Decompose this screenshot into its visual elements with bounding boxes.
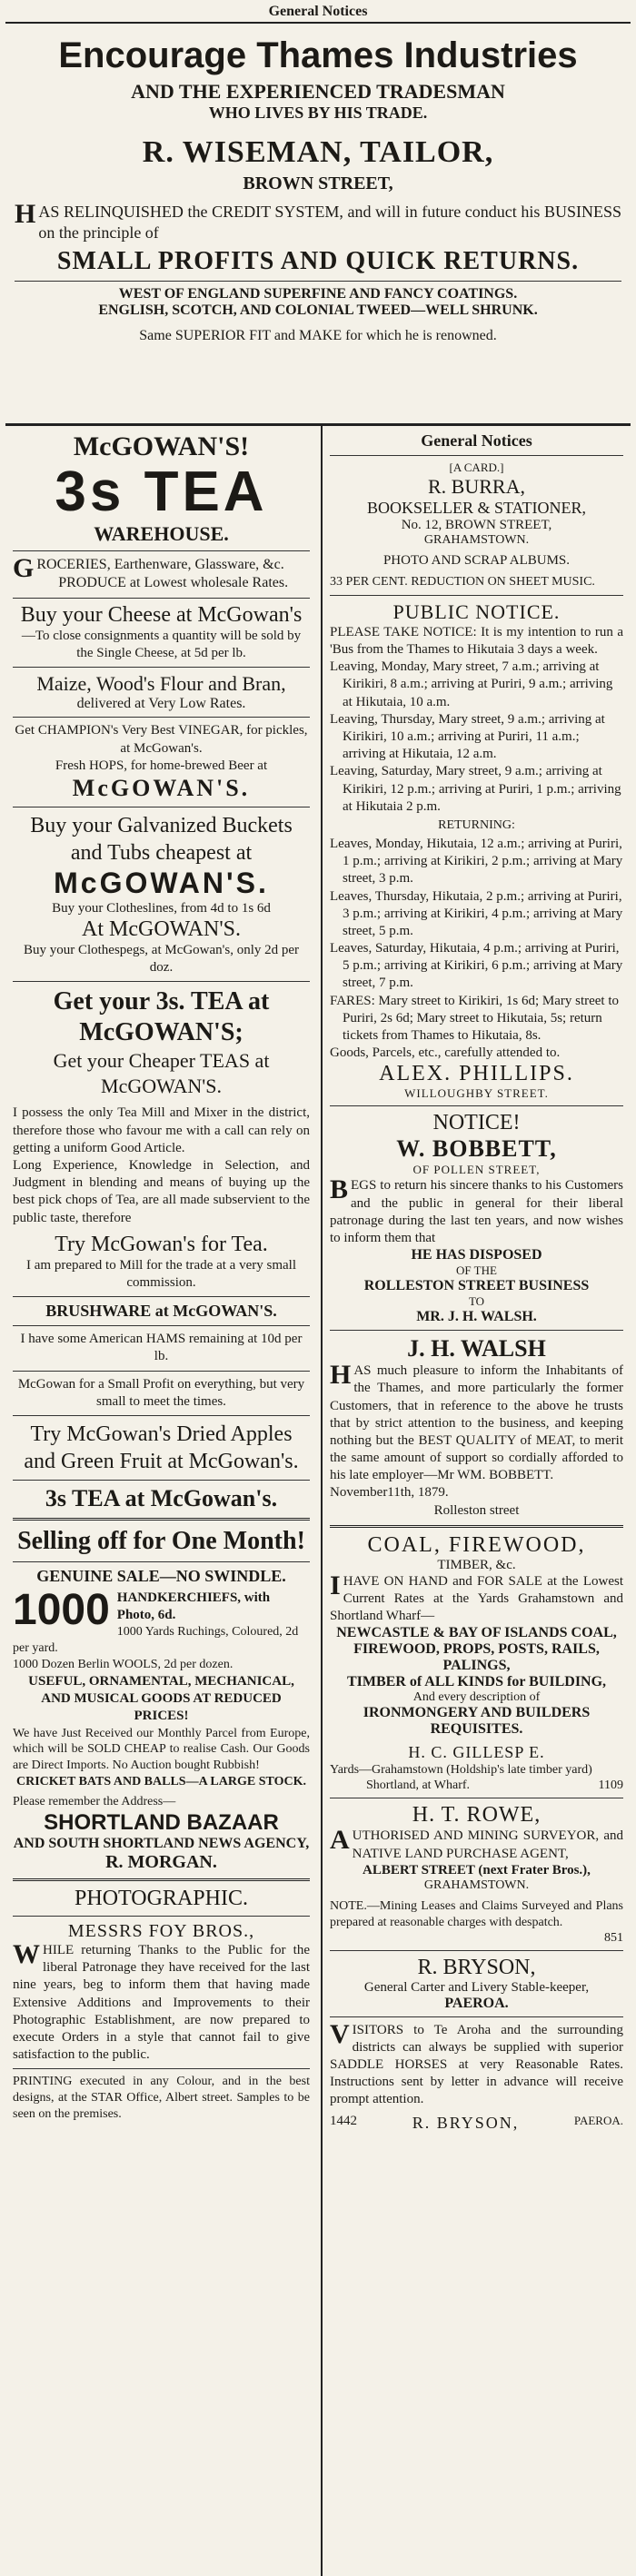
- gillespie-iron2: IRONMONGERY AND BUILDERS REQUISITES.: [363, 1705, 591, 1738]
- mcgowan-cheese-head: Buy your Cheese at McGowan's: [20, 602, 303, 627]
- mcgowan-brushware: BRUSHWARE at McGOWAN'S.: [45, 1302, 277, 1321]
- wiseman-sub2: WHO LIVES BY HIS TRADE.: [208, 104, 428, 122]
- mcgowan-buckets: Buy your Galvanized Buckets and Tubs cheapest at: [30, 813, 293, 865]
- phillips-street: WILLOUGHBY STREET.: [404, 1086, 549, 1101]
- phillips-fares: FARES: Mary street to Kirikiri, 1s 6d; Mary street to Puriri, 2s 6d; Mary street to Hikutaia, 5s; return tickets from Thames to Hikutaia, 8s.: [330, 993, 620, 1044]
- burra-name: R. BURRA,: [428, 475, 525, 498]
- gillespie-newcastle: NEWCASTLE & BAY OF ISLANDS COAL,: [336, 1625, 617, 1641]
- walsh-name: J. H. WALSH: [407, 1335, 546, 1362]
- gillespie-title: COAL, FIREWOOD,: [367, 1532, 586, 1557]
- wiseman-motto: SMALL PROFITS AND QUICK RETURNS.: [56, 247, 580, 276]
- bobbett-to: TO: [468, 1294, 485, 1309]
- walsh-street: Rolleston street: [433, 1502, 520, 1518]
- mcgowan-maize: Maize, Wood's Flour and Bran,: [36, 672, 286, 696]
- wiseman-headline: Encourage Thames Industries: [58, 35, 578, 75]
- morgan-received: We have Just Received our Monthly Parcel from Europe, which will be SOLD CHEAP to realise Cash. Our Goods are Direct Imports. No Auction bought Rubbish!: [13, 1726, 310, 1773]
- mcgowan-brand-3: At McGOWAN'S.: [82, 917, 241, 942]
- wiseman-name: R. WISEMAN, TAILOR,: [142, 135, 494, 169]
- mcgowan-brand-1: McGOWAN'S.: [72, 774, 251, 801]
- mcgowan-hams: I have some American HAMS remaining at 10d per lb.: [20, 1332, 303, 1364]
- rowe-note: NOTE.—Mining Leases and Claims Surveyed and Plans prepared at reasonable charges with despatch.: [330, 1898, 623, 1929]
- morgan-agency: AND SOUTH SHORTLAND NEWS AGENCY,: [13, 1836, 310, 1852]
- mcgowan-apples: Try McGowan's Dried Apples and Green Fruit at McGowan's.: [24, 1422, 299, 1473]
- right-header: General Notices: [421, 431, 532, 450]
- mcgowan-try-tea: Try McGowan's for Tea.: [55, 1232, 268, 1256]
- gillespie-timber: TIMBER, &c.: [437, 1557, 516, 1572]
- wiseman-street: BROWN STREET,: [243, 173, 393, 193]
- burra-albums: PHOTO AND SCRAP ALBUMS.: [383, 553, 571, 568]
- wiseman-goods1: WEST OF ENGLAND SUPERFINE AND FANCY COATINGS.: [118, 286, 518, 302]
- rowe-street: ALBERT STREET (next Frater Bros.),: [363, 1862, 591, 1878]
- gillespie-wharf: Shortland, at Wharf.: [366, 1778, 471, 1793]
- rowe-name: H. T. ROWE,: [412, 1803, 542, 1828]
- mcgowan-clothes: Buy your Clotheslines, from 4d to 1s 6d: [52, 900, 271, 916]
- phillips-r2: Leaves, Thursday, Hikutaia, 2 p.m.; arriving at Puriri, 3 p.m.; arriving at Kirikiri, 4 p.m.; arriving at Mary street, 5 p.m.: [330, 888, 623, 938]
- phillips-t2: Leaving, Thursday, Mary street, 9 a.m.; arriving at Kirikiri, 10 a.m.; arriving at Puriri, 11 a.m.; arriving at Hikutaia, 12 a.m.: [330, 711, 605, 762]
- morgan-title: Selling off for One Month!: [17, 1526, 305, 1555]
- burra-town: GRAHAMSTOWN.: [423, 533, 530, 547]
- burra-reduction: 33 PER CENT. REDUCTION ON SHEET MUSIC.: [330, 575, 595, 589]
- mcgowan-mill: I possess the only Tea Mill and Mixer in the district, therefore those who favour me with a call can rely on getting a uniform Good Article.: [13, 1105, 310, 1155]
- mcgowan-produce: PRODUCE at Lowest wholesale Rates.: [58, 575, 289, 591]
- bryson-sigtown: PAEROA.: [573, 2114, 623, 2128]
- mcgowan-cheese-body: —To close consignments a quantity will be sold by the Single Cheese, at 5d per lb.: [21, 628, 302, 661]
- mcgowan-warehouse: WAREHOUSE.: [94, 522, 229, 545]
- mcgowan-hops: Fresh HOPS, for home-brewed Beer at: [55, 758, 268, 773]
- bryson-sig: R. BRYSON,: [412, 2114, 520, 2133]
- phillips-returning: RETURNING:: [438, 817, 515, 832]
- left-column: [5, 426, 317, 2576]
- morgan-remember: Please remember the Address—: [13, 1795, 176, 1809]
- foy-title: PHOTOGRAPHIC.: [75, 1887, 248, 1911]
- walsh-body: HAS much pleasure to inform the Inhabitants of the Thames, and more particularly the former Customers, that in reference to the above he trusts that by strict attention to the business, and keeping nothing but the BEST QUALITY of MEAT, to merit the same amount of support so cordially afforded to his late employer—Mr WM. BOBBETT.: [330, 1360, 623, 1483]
- mcgowan-prepared: I am prepared to Mill for the trade at a very small commission.: [26, 1257, 296, 1290]
- gillespie-yards: Yards—Grahamstown (Holdship's late timber yard): [330, 1763, 592, 1778]
- morgan-name: R. MORGAN.: [105, 1852, 217, 1873]
- bobbett-of2: OF THE: [456, 1263, 497, 1278]
- gillespie-iron: And every description of: [412, 1690, 541, 1705]
- wiseman-body: HAS RELINQUISHED the CREDIT SYSTEM, and will in future conduct his BUSINESS on the principle of: [15, 199, 621, 243]
- phillips-title: PUBLIC NOTICE.: [393, 599, 561, 623]
- phillips-t3: Leaving, Saturday, Mary street, 9 a.m.; arriving at Kirikiri, 12 p.m.; arriving at Puriri, 1 p.m.; arriving at Hikutaia 2 p.m.: [330, 764, 621, 814]
- mcgowan-get-tea: Get your 3s. TEA at McGOWAN'S;: [53, 987, 270, 1047]
- morgan-genuine: GENUINE SALE—NO SWINDLE.: [36, 1566, 286, 1585]
- wiseman-tag: Same SUPERIOR FIT and MAKE for which he is renowned.: [139, 328, 497, 344]
- printing-notice: PRINTING executed in any Colour, and in the best designs, at the STAR Office, Albert street. Samples to be seen on the premises.: [13, 2075, 310, 2122]
- mcgowan-pegs: Buy your Clothespegs, at McGowan's, only 2d per doz.: [23, 943, 300, 976]
- mcgowan-cheaper: Get your Cheaper TEAS at McGOWAN'S.: [53, 1049, 270, 1098]
- rowe-body: AUTHORISED AND MINING SURVEYOR, and NATIVE LAND PURCHASE AGENT,: [330, 1825, 623, 1861]
- newspaper-page: [5, 0, 631, 2576]
- mcgowan-experience: Long Experience, Knowledge in Selection, and Judgment in blending and means of buying up the best pick chops of Tea, are all made subservient to the public taste, therefore: [13, 1158, 310, 1225]
- gillespie-num: 1109: [598, 1778, 623, 1793]
- burra-trade: BOOKSELLER & STATIONER,: [366, 499, 587, 517]
- bryson-body: VISITORS to Te Aroha and the surrounding districts can always be supplied with superior SADDLE HORSES at very Reasonable Rates. Instructions sent by letter in advance will receive prompt attention.: [330, 2018, 623, 2107]
- phillips-intro: PLEASE TAKE NOTICE: It is my intention to run a 'Bus from the Thames to Hikutaia 3 days a week.: [330, 624, 623, 658]
- bobbett-body: BEGS to return his sincere thanks to his Customers and the public in general for their liberal patronage during the last ten years, and now wishes to inform them that: [330, 1174, 623, 1245]
- bryson-trade: General Carter and Livery Stable-keeper,: [363, 1979, 590, 1995]
- burra-card: [A CARD.]: [449, 461, 504, 474]
- bobbett-notice: NOTICE!: [432, 1111, 521, 1135]
- morgan-hanky: HANDKERCHIEFS, with Photo, 6d.: [116, 1590, 271, 1623]
- gillespie-name: H. C. GILLESP E.: [408, 1743, 545, 1762]
- mcgowan-title: McGOWAN'S!: [73, 431, 250, 461]
- section-header: General Notices: [5, 0, 631, 24]
- mcgowan-vinegar: Get CHAMPION's Very Best VINEGAR, for pickles, at McGowan's.: [15, 723, 308, 756]
- foy-name: MESSRS FOY BROS.,: [67, 1921, 255, 1942]
- morgan-wools: 1000 Dozen Berlin WOOLS, 2d per dozen.: [13, 1658, 234, 1672]
- mcgowan-tea: 3s TEA: [55, 461, 268, 523]
- phillips-r3: Leaves, Saturday, Hikutaia, 4 p.m.; arriving at Puriri, 5 p.m.; arriving at Kirikiri, 6 p.m.; arriving at Mary street, 7 p.m.: [330, 941, 623, 991]
- mcgowan-groceries: GROCERIES, Earthenware, Glassware, &c.: [13, 553, 284, 583]
- rowe-num: 851: [604, 1930, 623, 1945]
- bobbett-of: OF POLLEN STREET,: [412, 1163, 541, 1177]
- bobbett-disposed: HE HAS DISPOSED: [411, 1247, 542, 1263]
- morgan-cricket: CRICKET BATS AND BALLS—A LARGE STOCK.: [16, 1775, 306, 1789]
- bobbett-business: ROLLESTON STREET BUSINESS: [363, 1278, 590, 1294]
- phillips-t1: Leaving, Monday, Mary street, 7 a.m.; arriving at Kirikiri, 8 a.m.; arriving at Puriri, 9 a.m.; arriving at Hikutaia, 10 a.m.: [330, 659, 613, 709]
- phillips-goods: Goods, Parcels, etc., carefully attended to.: [330, 1045, 561, 1061]
- wiseman-goods2: ENGLISH, SCOTCH, AND COLONIAL TWEED—WELL SHRUNK.: [98, 302, 538, 319]
- rowe-town: GRAHAMSTOWN.: [423, 1878, 530, 1892]
- two-column-layout: [5, 423, 631, 2576]
- morgan-ruchings: 1000 Yards Ruchings, Coloured, 2d per yard.: [13, 1625, 299, 1656]
- bobbett-name: W. BOBBETT,: [396, 1135, 557, 1163]
- morgan-thousand: 1000: [13, 1589, 110, 1634]
- morgan-bazaar: SHORTLAND BAZAAR: [44, 1810, 279, 1836]
- burra-addr: No. 12, BROWN STREET,: [401, 518, 552, 532]
- bryson-num: 1442: [330, 2114, 357, 2129]
- walsh-date: November11th, 1879.: [330, 1485, 449, 1501]
- foy-body: WHILE returning Thanks to the Public for the liberal Patronage they have received for the last nine years, beg to inform them that having made Extensive Additions and Improvements to their Photographic Establishment, are now prepared to execute Orders in a style that cannot fail to give satisfaction to the public.: [13, 1939, 310, 2063]
- bryson-name: R. BRYSON,: [417, 1955, 536, 1979]
- bobbett-walsh: MR. J. H. WALSH.: [416, 1309, 537, 1325]
- gillespie-timber2: TIMBER of ALL KINDS for BUILDING,: [346, 1674, 607, 1690]
- phillips-r1: Leaves, Monday, Hikutaia, 12 a.m.; arriving at Puriri, 1 p.m.; arriving at Kirikiri, 2 p.m.; arriving at Mary street, 3 p.m.: [330, 836, 623, 887]
- bryson-town: PAEROA.: [444, 1995, 509, 2011]
- gillespie-body: IHAVE ON HAND and FOR SALE at the Lowest Current Rates at the Yards Grahamstown and Shortland Wharf—: [330, 1570, 623, 1624]
- mcgowan-profit: McGowan for a Small Profit on everything, but very small to meet the times.: [17, 1376, 305, 1409]
- morgan-goods: USEFUL, ORNAMENTAL, MECHANICAL, AND MUSICAL GOODS AT REDUCED PRICES!: [28, 1673, 294, 1724]
- mcgowan-brand-2: McGOWAN'S.: [54, 866, 269, 899]
- right-column: [321, 426, 631, 2576]
- mcgowan-maize-sub: delivered at Very Low Rates.: [76, 696, 246, 712]
- gillespie-firewood: FIREWOOD, PROPS, POSTS, RAILS, PALINGS,: [353, 1641, 600, 1674]
- wiseman-sub1: AND THE EXPERIENCED TRADESMAN: [131, 80, 505, 103]
- phillips-name: ALEX. PHILLIPS.: [379, 1062, 574, 1086]
- wiseman-advert: [5, 24, 631, 423]
- mcgowan-tea-at: 3s TEA at McGowan's.: [45, 1484, 278, 1511]
